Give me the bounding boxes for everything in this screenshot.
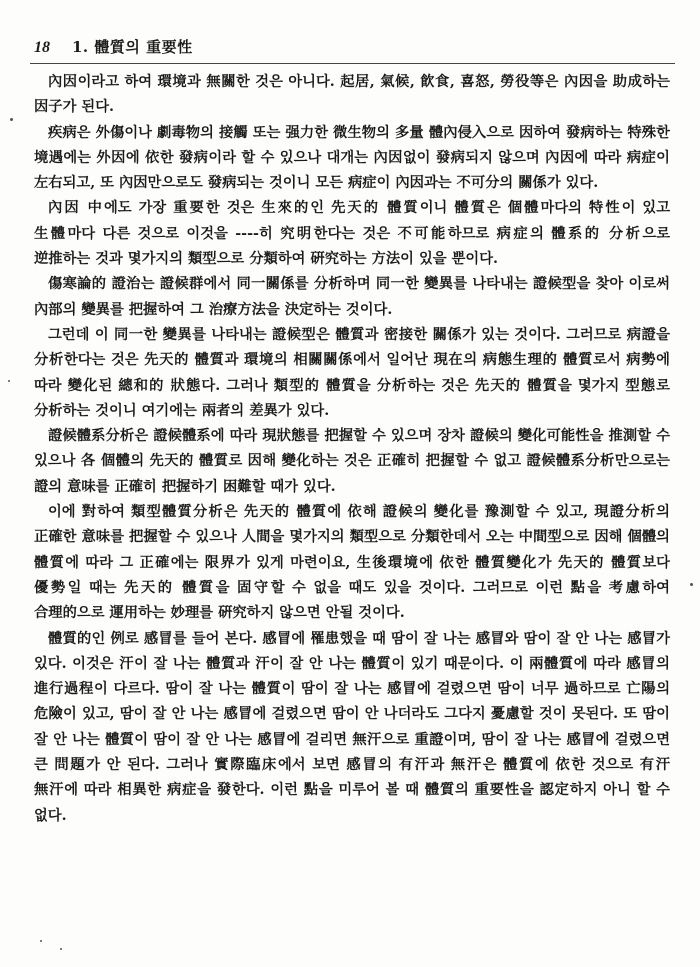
paragraph: 內因이라고 하여 環境과 無關한 것은 아니다. 起居, 氣候, 飮食, 喜怒, 勞役等은 內因을 助成하는 因子가 된다.	[34, 74, 670, 116]
paragraph: 體質的인 例로 感冒를 들어 본다. 感冒에 罹患했을 때 땀이 잘 나는 感冒와 땀이 잘 안 나는 感冒가 있다. 이것은 汗이 잘 나는 體質과 汗이 잘 안 나는 體質이 있기 때문이다. 이 兩體質에 따라 感冒의 進行過程이 다르다. 땀이 잘 나는 體質이 땀이 잘 나는 感冒에 걸렸으면 땀이 너무 過하므로 亡陽의 危險이 있고, 땀이 잘 안 나는 感冒에 걸렸으면 땀이 안 나더라도 그다지 憂慮할 것이 못된다. 또 땀이 잘 안 나는 體質이 땀이 잘 안 나는 感冒에 걸리면 無汗으로 重證이며, 땀이 잘 나는 感冒에 걸렸으면 큰 問題가 안 된다. 그러나 實際臨床에서 보면 感冒의 有汗과 無汗은 體質에 依한 것으로 有汗 無汗에 따라 相異한 病症을 發한다. 이런 點을 미루어 볼 때 體質의 重要性을 認定하지 아니 할 수 없다.	[34, 630, 670, 824]
scan-speck	[40, 940, 42, 942]
body-text	[34, 70, 670, 829]
scan-speck	[60, 948, 62, 950]
scan-speck	[690, 583, 693, 586]
section-title: 1. 體質의 重要性	[72, 38, 193, 56]
scan-speck	[10, 118, 13, 121]
page-number: 18	[34, 39, 50, 56]
paragraph: 疾病은 外傷이나 劇毒物의 接觸 또는 强力한 微生物의 多量 體內侵入으로 因하여 發病하는 特殊한 境遇에는 外因에 依한 發病이라 할 수 있으나 대개는 內因없이 發病되지 않으며 內因에 따라 病症이 左右되고, 또 內因만으로도 發病되는 것이니 모든 病症이 內因과는 不可分의 關係가 있다.	[34, 124, 670, 192]
scan-speck	[8, 380, 10, 382]
paragraph: 傷寒論的 證治는 證候群에서 同一關係를 分析하며 同一한 變異를 나타내는 證候型을 찾아 이로써 內部의 變異를 把握하여 그 治療方法을 決定하는 것이다.	[34, 276, 670, 318]
running-header	[34, 36, 674, 58]
paragraph: 內因 中에도 가장 重要한 것은 生來的인 先天的 體質이니 體質은 個體마다의 特性이 있고 生體마다 다른 것으로 이것을 ----히 究明한다는 것은 不可能하므로 病症의 體系的 分析으로 逆推하는 것과 몇가지의 類型으로 分類하여 硏究하는 方法이 있을 뿐이다.	[34, 200, 670, 268]
header-rule	[30, 63, 675, 64]
paragraph: 그런데 이 同一한 變異를 나타내는 證候型은 體質과 密接한 關係가 있는 것이다. 그러므로 病證을 分析한다는 것은 先天的 體質과 環境의 相關關係에서 일어난 現在의 病態生理的 體質로서 病勢에 따라 變化된 總和的 狀態다. 그러나 類型的 體質을 分析하는 것은 先天的 體質을 몇가지 型態로 分析하는 것이니 여기에는 兩者의 差異가 있다.	[34, 326, 670, 419]
paragraph: 이에 對하여 類型體質分析은 先天的 體質에 依해 證候의 變化를 豫測할 수 있고, 現證分析의 正確한 意味를 把握할 수 있으나 人間을 몇가지의 類型으로 分類한데서 오는 中間型으로 因해 個體의 體質에 따라 그 正確에는 限界가 있게 마련이요, 生後環境에 依한 體質變化가 先天的 體質보다 優勢일 때는 先天的 體質을 固守할 수 없을 때도 있을 것이다. 그러므로 이런 點을 考慮하여 合理的으로 運用하는 妙理를 硏究하지 않으면 안될 것이다.	[34, 504, 670, 622]
paragraph: 證候體系分析은 證候體系에 따라 現狀態를 把握할 수 있으며 장차 證候의 變化可能性을 推測할 수 있으나 各 個體의 先天的 體質로 因해 變化하는 것은 正確히 把握할 수 없고 證候體系分析만으로는 證의 意味를 正確히 把握하기 困難할 때가 있다.	[34, 428, 670, 495]
